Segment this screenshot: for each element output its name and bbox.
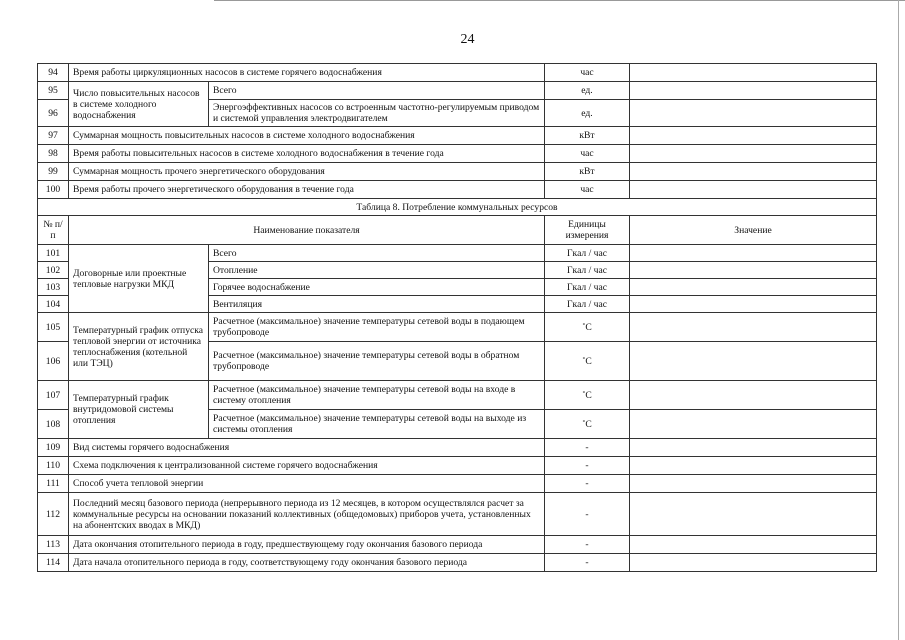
row-name: Дата окончания отопительного периода в году, предшествующему году окончания базового периода <box>69 536 545 554</box>
row-name: Всего <box>209 82 545 100</box>
table-row <box>38 457 877 475</box>
scan-right-edge <box>898 0 899 640</box>
row-value <box>630 554 877 572</box>
row-unit: ˚С <box>545 410 630 439</box>
table-row <box>38 163 877 181</box>
header-unit: Единицы измерения <box>545 216 630 245</box>
group-temp-source: Температурный график отпуска тепловой энергии от источника теплоснабжения (котельной или ТЭЦ) <box>69 313 209 381</box>
row-value <box>630 536 877 554</box>
table-row <box>38 64 877 82</box>
row-number: 109 <box>38 439 69 457</box>
group-heat-load: Договорные или проектные тепловые нагрузки МКД <box>69 245 209 313</box>
row-name: Энергоэффективных насосов со встроенным частотно-регулируемым приводом и системой управления электродвигателем <box>209 100 545 127</box>
row-number: 97 <box>38 127 69 145</box>
page-number: 24 <box>460 32 475 47</box>
row-unit: кВт <box>545 127 630 145</box>
table-row <box>38 245 877 262</box>
row-unit: час <box>545 181 630 199</box>
row-value <box>630 127 877 145</box>
row-value <box>630 313 877 342</box>
row-unit: ед. <box>545 100 630 127</box>
header-number: № п/п <box>38 216 69 245</box>
row-name: Расчетное (максимальное) значение температуры сетевой воды в обратном трубопроводе <box>209 342 545 381</box>
row-name: Схема подключения к централизованной системе горячего водоснабжения <box>69 457 545 475</box>
table-row <box>38 181 877 199</box>
row-name: Время работы прочего энергетического оборудования в течение года <box>69 181 545 199</box>
table-row <box>38 554 877 572</box>
row-value <box>630 64 877 82</box>
row-name: Горячее водоснабжение <box>209 279 545 296</box>
row-value <box>630 457 877 475</box>
table-row <box>38 127 877 145</box>
row-name: Отопление <box>209 262 545 279</box>
row-unit: Гкал / час <box>545 262 630 279</box>
row-value <box>630 145 877 163</box>
table-caption: Таблица 8. Потребление коммунальных ресурсов <box>38 199 877 216</box>
row-value <box>630 82 877 100</box>
row-unit: ед. <box>545 82 630 100</box>
row-value <box>630 262 877 279</box>
header-value: Значение <box>630 216 877 245</box>
row-name: Суммарная мощность прочего энергетического оборудования <box>69 163 545 181</box>
row-name: Вид системы горячего водоснабжения <box>69 439 545 457</box>
row-number: 104 <box>38 296 69 313</box>
row-value <box>630 245 877 262</box>
row-unit: час <box>545 145 630 163</box>
row-unit: кВт <box>545 163 630 181</box>
row-value <box>630 279 877 296</box>
row-number: 103 <box>38 279 69 296</box>
document-table <box>37 63 877 572</box>
group-pump-count: Число повысительных насосов в системе холодного водоснабжения <box>69 82 209 127</box>
table-row <box>38 536 877 554</box>
row-number: 100 <box>38 181 69 199</box>
row-value <box>630 410 877 439</box>
row-name: Способ учета тепловой энергии <box>69 475 545 493</box>
table-row <box>38 493 877 536</box>
row-number: 110 <box>38 457 69 475</box>
table-row <box>38 381 877 410</box>
row-unit: ˚С <box>545 342 630 381</box>
row-unit: - <box>545 554 630 572</box>
row-name: Всего <box>209 245 545 262</box>
row-unit: Гкал / час <box>545 279 630 296</box>
row-name: Расчетное (максимальное) значение температуры сетевой воды на выходе из системы отопления <box>209 410 545 439</box>
row-number: 114 <box>38 554 69 572</box>
row-unit: Гкал / час <box>545 245 630 262</box>
row-name: Суммарная мощность повысительных насосов в системе холодного водоснабжения <box>69 127 545 145</box>
row-value <box>630 493 877 536</box>
table-row <box>38 313 877 342</box>
row-number: 99 <box>38 163 69 181</box>
row-number: 98 <box>38 145 69 163</box>
row-number: 94 <box>38 64 69 82</box>
row-name: Расчетное (максимальное) значение температуры сетевой воды в подающем трубопроводе <box>209 313 545 342</box>
row-unit: ˚С <box>545 313 630 342</box>
row-unit: час <box>545 64 630 82</box>
row-name: Время работы циркуляционных насосов в системе горячего водоснабжения <box>69 64 545 82</box>
row-number: 106 <box>38 342 69 381</box>
row-unit: - <box>545 439 630 457</box>
row-number: 111 <box>38 475 69 493</box>
row-value <box>630 181 877 199</box>
table-row <box>38 475 877 493</box>
row-unit: - <box>545 475 630 493</box>
row-number: 96 <box>38 100 69 127</box>
table-row <box>38 82 877 100</box>
row-number: 102 <box>38 262 69 279</box>
table-row <box>38 145 877 163</box>
scan-top-edge <box>214 0 905 1</box>
row-number: 108 <box>38 410 69 439</box>
table-row <box>38 439 877 457</box>
row-number: 101 <box>38 245 69 262</box>
row-name: Вентиляция <box>209 296 545 313</box>
row-unit: ˚С <box>545 381 630 410</box>
row-name: Дата начала отопительного периода в году, соответствующему году окончания базового периода <box>69 554 545 572</box>
row-number: 107 <box>38 381 69 410</box>
row-name: Время работы повысительных насосов в системе холодного водоснабжения в течение года <box>69 145 545 163</box>
row-value <box>630 381 877 410</box>
row-unit: - <box>545 536 630 554</box>
row-value <box>630 475 877 493</box>
row-name: Последний месяц базового периода (непрерывного периода из 12 месяцев, в котором осуществлялся расчет за коммунальные ресурсы на основании показаний коллективных (общедомовых) приборов учета, установленных на абонентских вводах в МКД) <box>69 493 545 536</box>
row-unit: - <box>545 493 630 536</box>
row-value <box>630 100 877 127</box>
row-unit: Гкал / час <box>545 296 630 313</box>
row-name: Расчетное (максимальное) значение температуры сетевой воды на входе в систему отопления <box>209 381 545 410</box>
row-number: 112 <box>38 493 69 536</box>
row-value <box>630 163 877 181</box>
row-value <box>630 296 877 313</box>
table-header-row <box>38 216 877 245</box>
row-number: 105 <box>38 313 69 342</box>
header-name: Наименование показателя <box>69 216 545 245</box>
row-number: 95 <box>38 82 69 100</box>
row-value <box>630 342 877 381</box>
row-value <box>630 439 877 457</box>
row-number: 113 <box>38 536 69 554</box>
table-caption-row <box>38 199 877 216</box>
row-unit: - <box>545 457 630 475</box>
group-temp-internal: Температурный график внутридомовой системы отопления <box>69 381 209 439</box>
